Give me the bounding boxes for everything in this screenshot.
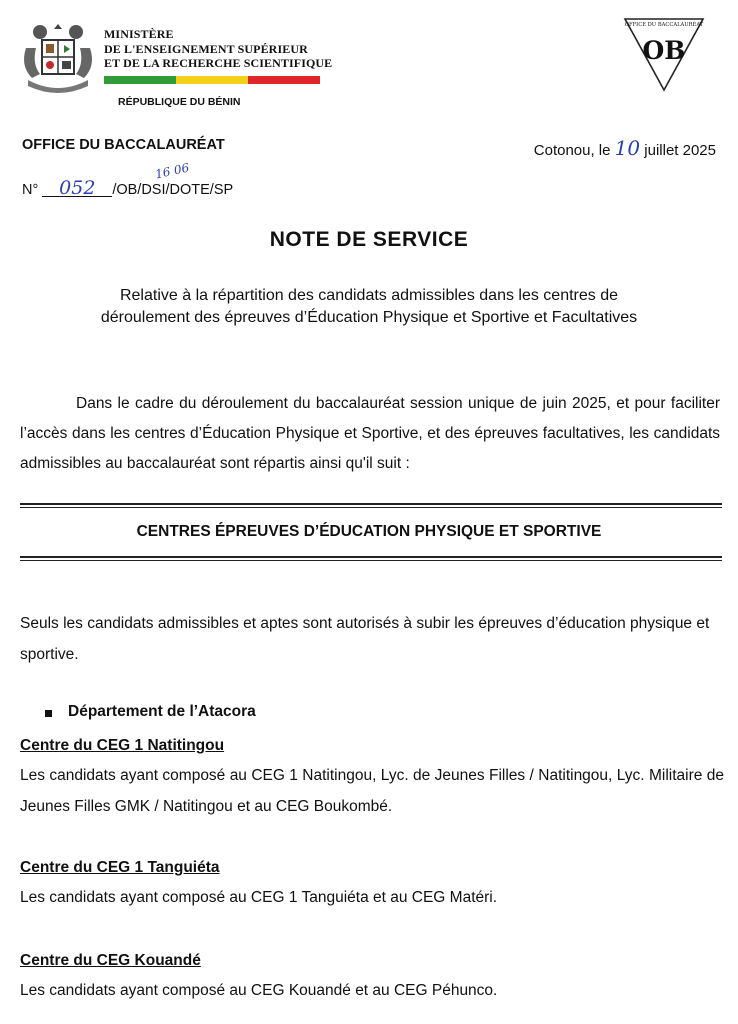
subject-line: Relative à la répartition des candidats admissibles dans les centres de xyxy=(119,287,619,304)
bullet-square-icon xyxy=(45,710,52,717)
center-title: Centre du CEG 1 Natitingou xyxy=(20,737,225,754)
reference-handwritten-number: 052 xyxy=(42,180,112,197)
coat-of-arms-icon xyxy=(18,18,98,96)
flag-stripe xyxy=(104,76,320,84)
center-text: Les candidats ayant composé au CEG 1 Tanguiéta et au CEG Matéri. xyxy=(20,889,498,906)
dateline-prefix: Cotonou, le xyxy=(533,142,615,159)
svg-text:• • •: • • • xyxy=(51,84,65,90)
dateline-suffix: juillet 2025 xyxy=(640,142,716,159)
ministry-line: DE L'ENSEIGNEMENT SUPÉRIEUR xyxy=(104,41,308,56)
ministry-line: ET DE LA RECHERCHE SCIENTIFIQUE xyxy=(104,56,333,70)
ob-logo-icon xyxy=(623,16,705,92)
department-heading: Département de l’Atacora xyxy=(68,703,256,720)
ministry-line: MINISTÈRE xyxy=(104,27,174,41)
republic-label: RÉPUBLIQUE DU BÉNIN xyxy=(118,96,241,108)
section-title: CENTRES ÉPREUVES D’ÉDUCATION PHYSIQUE ET SPORTIVE xyxy=(136,523,602,540)
flag-green xyxy=(104,76,176,84)
dateline xyxy=(534,136,716,160)
svg-text:OB: OB xyxy=(642,36,686,65)
svg-text:OFFICE DU BACCALAURÉAT: OFFICE DU BACCALAURÉAT xyxy=(624,22,704,28)
ministry-name xyxy=(104,27,332,71)
reference-number xyxy=(22,177,234,199)
document-title: NOTE DE SERVICE xyxy=(269,228,469,251)
center-text: Les candidats ayant composé au CEG Kouandé et au CEG Péhunco. xyxy=(20,982,498,999)
intro-paragraph: Dans le cadre du déroulement du baccalauréat session unique de juin 2025, et pour faciliter l’accès dans les centres d’Éducation Physique et Sportive, et des épreuves facultatives, les candidats admissibles au baccalauréat sont répartis ainsi qu'il suit : xyxy=(20,395,720,472)
subject-line: déroulement des épreuves d’Éducation Physique et Sportive et Facultatives xyxy=(100,309,638,326)
section-rule-top xyxy=(20,503,722,508)
flag-yellow xyxy=(176,76,248,84)
flag-red xyxy=(248,76,320,84)
center-text: Les candidats ayant composé au CEG 1 Natitingou, Lyc. de Jeunes Filles / Natitingou, Lyc. Militaire de Jeunes Filles GMK / Natitingou et au CEG Boukombé. xyxy=(20,767,724,815)
reference-suffix: /OB/DSI/DOTE/SP xyxy=(112,182,234,198)
office-name: OFFICE DU BACCALAURÉAT xyxy=(22,137,225,153)
reference-prefix: N° xyxy=(22,182,39,198)
handwritten-mark: 16 06 xyxy=(153,160,191,182)
center-title: Centre du CEG Kouandé xyxy=(20,952,201,969)
center-title: Centre du CEG 1 Tanguiéta xyxy=(20,859,220,876)
eligibility-note: Seuls les candidats admissibles et aptes sont autorisés à subir les épreuves d’éducation physique et sportive. xyxy=(20,615,710,663)
dateline-day: 10 xyxy=(614,136,641,160)
document-subject xyxy=(40,285,698,329)
section-rule-bottom xyxy=(20,556,722,561)
